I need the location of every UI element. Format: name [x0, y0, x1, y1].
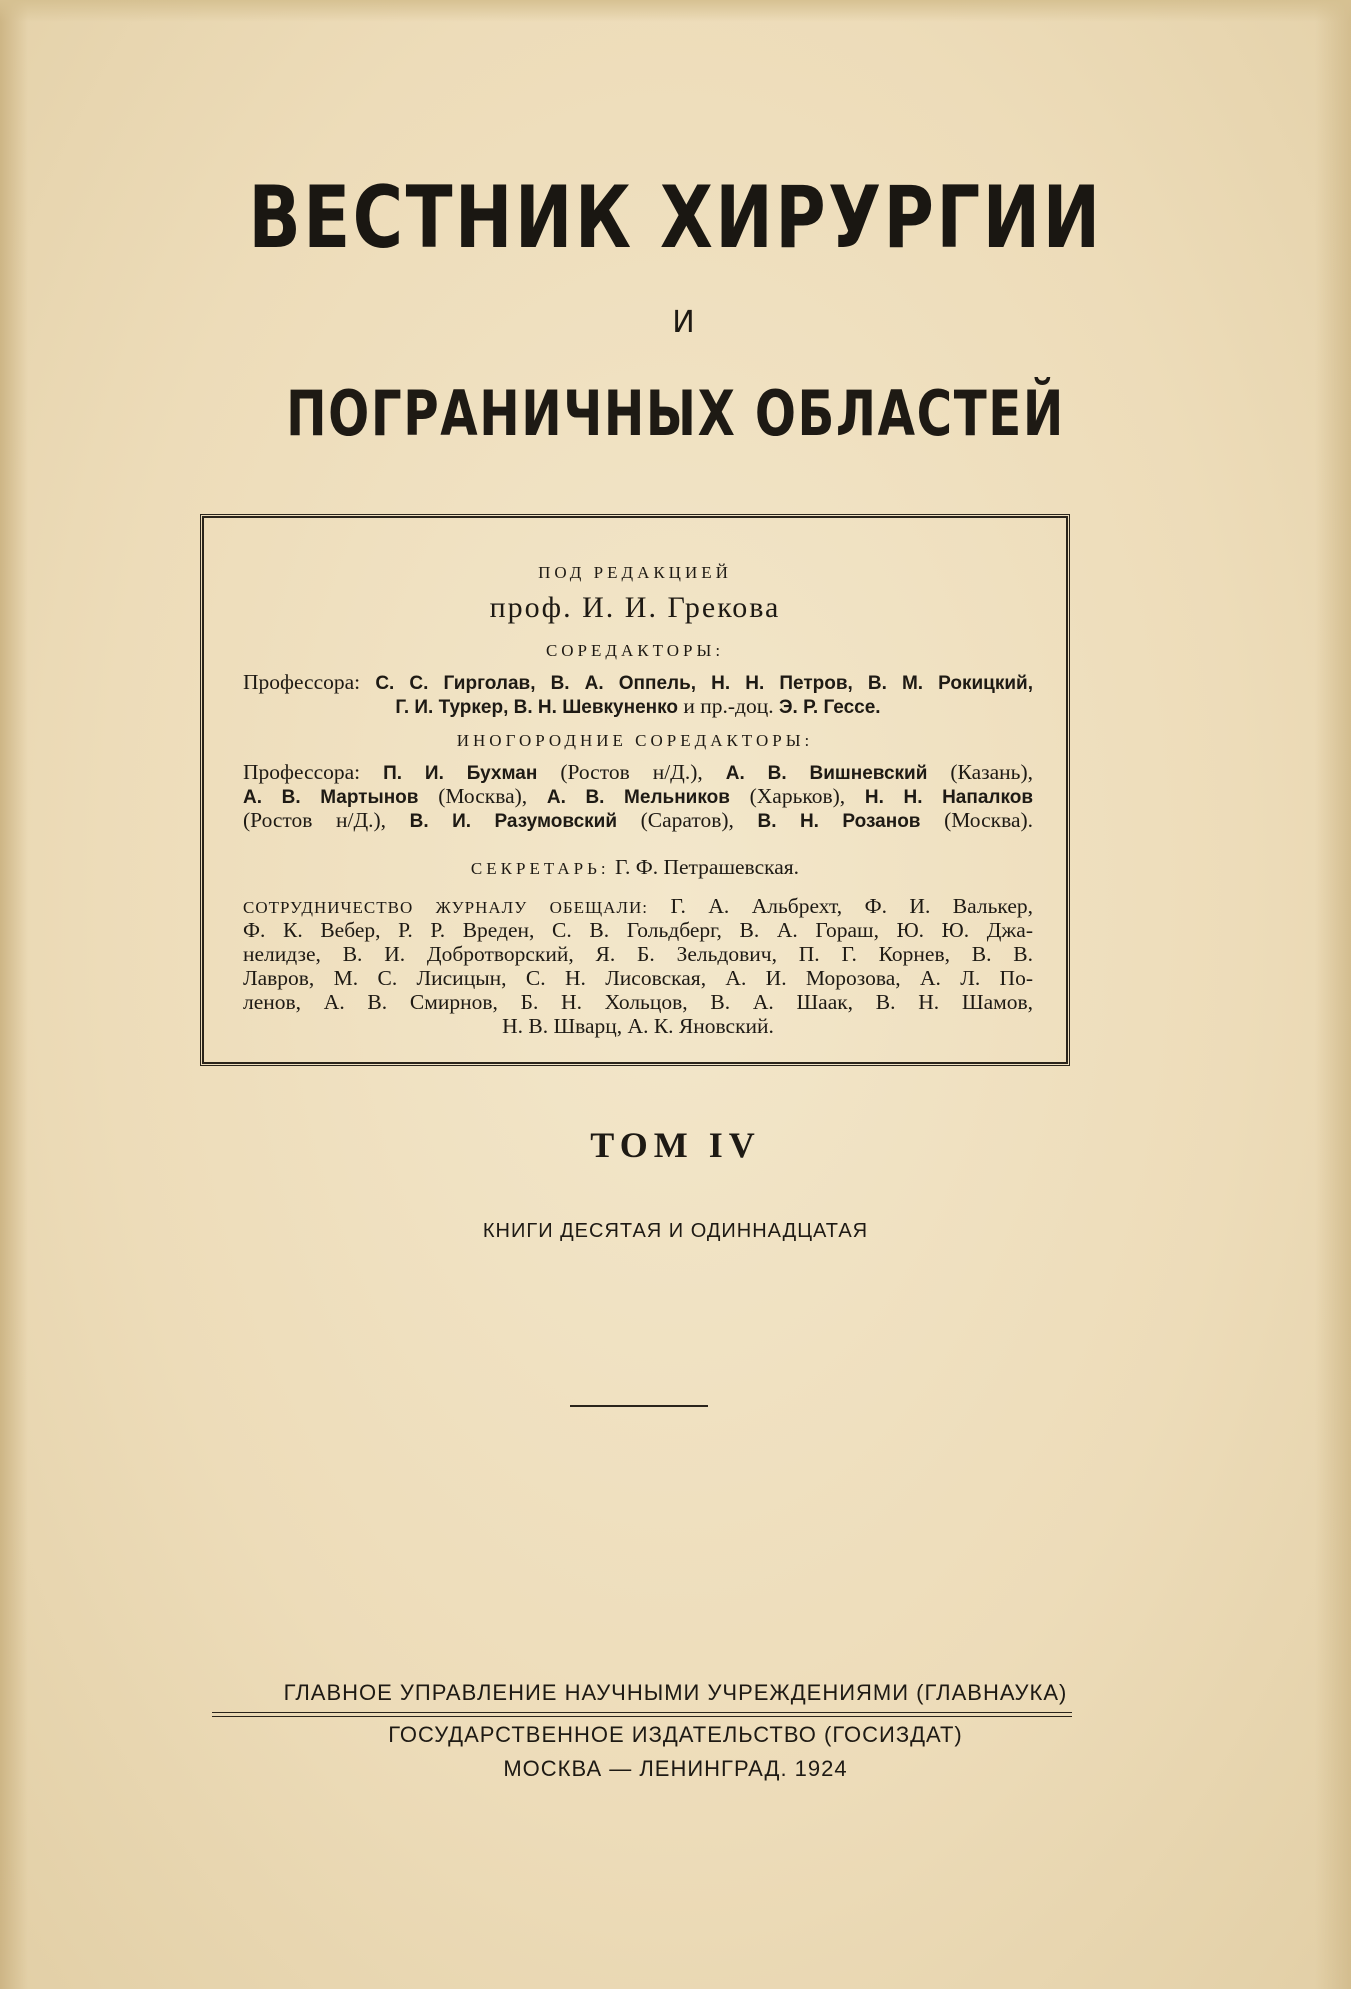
nonresident-coeditors-label: ИНОГОРОДНИЕ СОРЕДАКТОРЫ:: [456, 731, 814, 750]
coeditors-names-2: Г. И. Туркер, В. Н. Шевкуненко: [395, 697, 678, 718]
nonresident-name-2: А. В. Вишневский: [725, 763, 928, 784]
contributors-line-6: Н. В. Шварц, А. К. Яновский.: [502, 1014, 774, 1038]
publisher-name: ГОСУДАРСТВЕННОЕ ИЗДАТЕЛЬСТВО (ГОСИЗДАТ): [388, 1722, 963, 1747]
secretary-line: [203, 855, 1067, 880]
contributors-line-2: Ф. К. Вебер, Р. Р. Вреден, С. В. Гольдберг, В. А. Гораш, Ю. Ю. Джа-: [243, 918, 1033, 942]
nonresident-name-7: В. Н. Розанов: [757, 811, 921, 832]
coeditors-names-1: С. С. Гирголав, В. А. Оппель, Н. Н. Петров, В. М. Рокицкий,: [375, 673, 1033, 694]
contributors-label: СОТРУДНИЧЕСТВО ЖУРНАЛУ ОБЕЩАЛИ:: [243, 898, 648, 917]
contributors-line-1: [243, 895, 1033, 919]
coeditors-prefix: Профессора:: [243, 670, 361, 694]
coeditors-line-1: [243, 671, 1033, 695]
nonresident-city-4: (Харьков),: [749, 784, 846, 808]
nonresident-name-1: П. И. Бухман: [383, 763, 538, 784]
nonresident-city-2: (Казань),: [950, 760, 1034, 784]
secretary-name: Г. Ф. Петрашевская.: [614, 855, 800, 879]
coeditors-line-2: [243, 695, 1033, 719]
nonresident-city-1: (Ростов н/Д.),: [560, 760, 703, 784]
secretary-label: СЕКРЕТАРЬ:: [470, 859, 610, 878]
contributors-line-5: ленов, А. В. Смирнов, Б. Н. Хольцов, В. А. Шаак, В. Н. Шамов,: [243, 990, 1033, 1014]
journal-title: ВЕСТНИК ХИРУРГИИ: [248, 168, 1103, 268]
nonresident-city-5: (Ростов н/Д.),: [243, 808, 387, 832]
journal-title-conjunction: И: [672, 305, 695, 340]
publisher-authority: ГЛАВНОЕ УПРАВЛЕНИЕ НАУЧНЫМИ УЧРЕЖДЕНИЯМИ (ГЛАВНАУКА): [283, 1680, 1068, 1705]
contributors-names-1: Г. А. Альбрехт, Ф. И. Валькер,: [670, 894, 1033, 918]
coeditors-names-3: Э. Р. Гессе.: [779, 697, 881, 718]
nonresident-name-5: Н. Н. Напалков: [864, 787, 1034, 808]
nonresident-line-1: [243, 761, 1033, 785]
short-divider: [570, 1405, 708, 1407]
contributors-line-4: Лавров, М. С. Лисицын, С. Н. Лисовская, А. И. Морозова, А. Л. По-: [243, 966, 1033, 990]
coeditors-conjunction: и пр.-доц.: [683, 694, 774, 718]
nonresident-city-3: (Москва),: [438, 784, 528, 808]
journal-subtitle: ПОГРАНИЧНЫХ ОБЛАСТЕЙ: [286, 377, 1065, 450]
nonresident-name-4: А. В. Мельников: [546, 787, 730, 808]
edited-by-label: ПОД РЕДАКЦИЕЙ: [538, 563, 732, 582]
coeditors-label: СОРЕДАКТОРЫ:: [545, 641, 725, 660]
nonresident-line-2: [243, 785, 1033, 809]
books-numbers: КНИГИ ДЕСЯТАЯ И ОДИННАДЦАТАЯ: [482, 1220, 869, 1242]
publisher-place-year: МОСКВА — ЛЕНИНГРАД. 1924: [503, 1756, 848, 1781]
page-edge-top: [0, 0, 1351, 22]
editorial-board-frame: [200, 514, 1070, 1066]
nonresident-name-3: А. В. Мартынов: [243, 787, 419, 808]
nonresident-prefix: Профессора:: [243, 760, 361, 784]
nonresident-line-3: [243, 809, 1033, 833]
nonresident-city-7: (Москва).: [944, 808, 1034, 832]
nonresident-name-6: В. И. Разумовский: [409, 811, 618, 832]
chief-editor: проф. И. И. Грекова: [489, 591, 781, 624]
publisher-divider: [212, 1712, 1072, 1717]
contributors-line-3: нелидзе, В. И. Добротворский, Я. Б. Зельдович, П. Г. Корнев, В. В.: [243, 942, 1033, 966]
nonresident-city-6: (Саратов),: [640, 808, 734, 832]
volume-number: ТОМ IV: [590, 1125, 761, 1165]
